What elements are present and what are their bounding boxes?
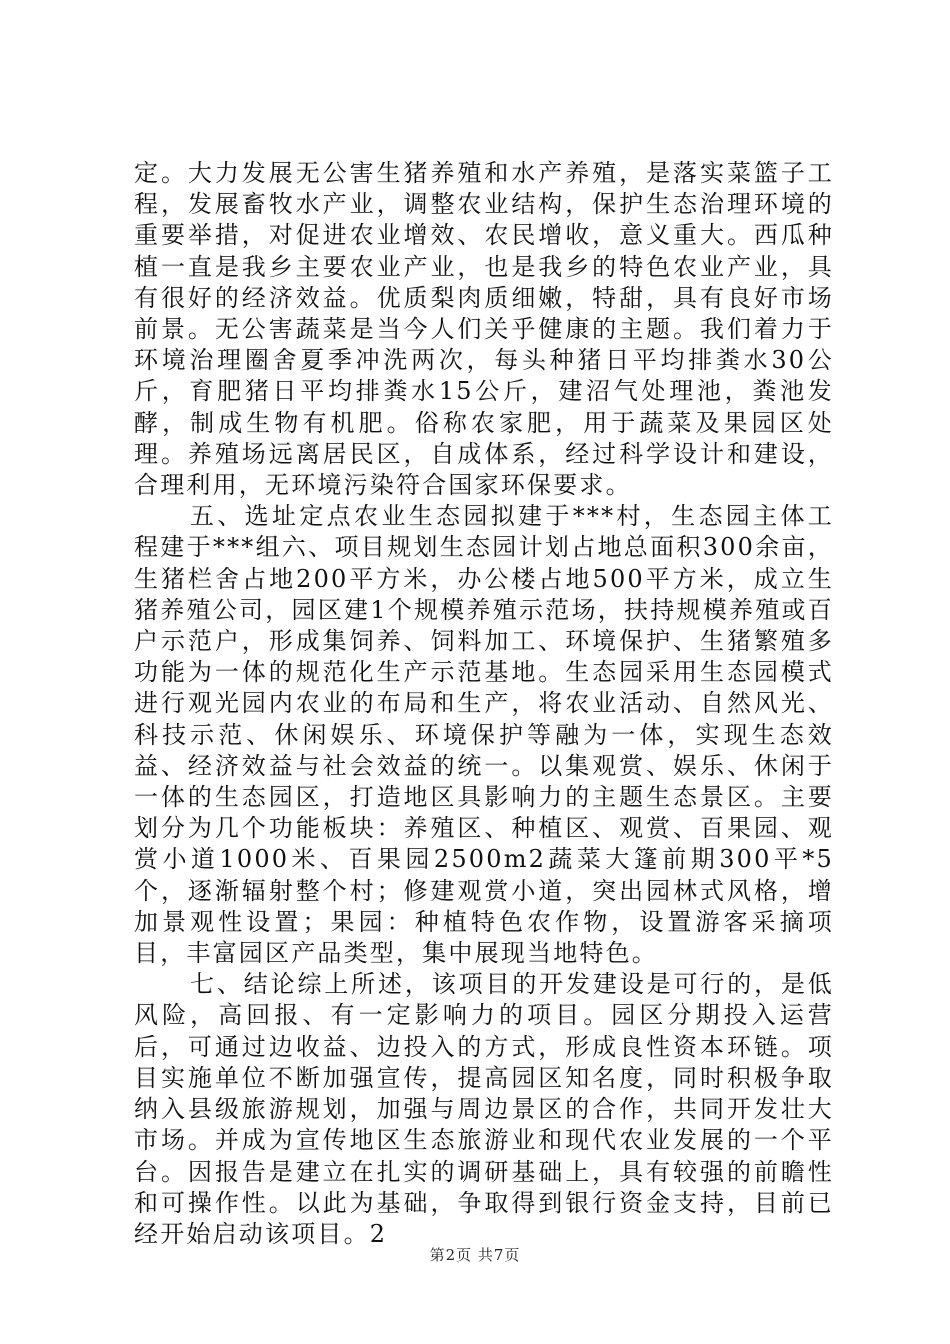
page-number-footer: 第2页 共7页 <box>429 1246 521 1264</box>
paragraph-site-planning: 五、选址定点农业生态园拟建于***村，生态园主体工程建于***组六、项目规划生态园计划占地总面积300余亩，生猪栏舍占地200平方米，办公楼占地500平方米，成立生猪养殖公司，园区建1个规模养殖示范场，扶持规模养殖或百户示范户，形成集饲养、饲料加工、环境保护、生猪繁殖多功能为一体的规范化生产示范基地。生态园采用生态园模式进行观光园内农业的布局和生产，将农业活动、自然风光、科技示范、休闲娱乐、环境保护等融为一体，实现生态效益、经济效益与社会效益的统一。以集观赏、娱乐、休闲于一体的生态园区，打造地区具影响力的主题生态景区。主要划分为几个功能板块：养殖区、种植区、观赏、百果园、观赏小道1000米、百果园2500m2蔬菜大篷前期300平*5个，逐渐辐射整个村；修建观赏小道，突出园林式风格，增加景观性设置；果园：种植特色农作物，设置游客采摘项目，丰富园区产品类型，集中展现当地特色。 <box>134 502 834 968</box>
paragraph-livestock: 定。大力发展无公害生猪养殖和水产养殖，是落实菜篮子工程，发展畜牧水产业，调整农业结构，保护生态治理环境的重要举措，对促进农业增效、农民增收，意义重大。西瓜种植一直是我乡主要农业产业，也是我乡的特色农业产业，具有很好的经济效益。优质梨肉质细嫩，特甜，具有良好市场前景。无公害蔬菜是当今人们关乎健康的主题。我们着力于环境治理圈舍夏季冲洗两次，每头种猪日平均排粪水30公斤，育肥猪日平均排粪水15公斤，建沼气处理池，粪池发酵，制成生物有机肥。俗称农家肥，用于蔬菜及果园区处理。养殖场远离居民区，自成体系，经过科学设计和建设，合理利用，无环境污染符合国家环保要求。 <box>134 159 834 500</box>
paragraph-conclusion: 七、结论综上所述，该项目的开发建设是可行的，是低风险，高回报、有一定影响力的项目。园区分期投入运营后，可通过边收益、边投入的方式，形成良性资本环链。项目实施单位不断加强宣传，提高园区知名度，同时积极争取纳入县级旅游规划，加强与周边景区的合作，共同开发壮大市场。并成为宣传地区生态旅游业和现代农业发展的一个平台。因报告是建立在扎实的调研基础上，具有较强的前瞻性和可操作性。以此为基础，争取得到银行资金支持，目前已经开始启动该项目。2 <box>134 970 834 1248</box>
document-body <box>134 158 834 1250</box>
